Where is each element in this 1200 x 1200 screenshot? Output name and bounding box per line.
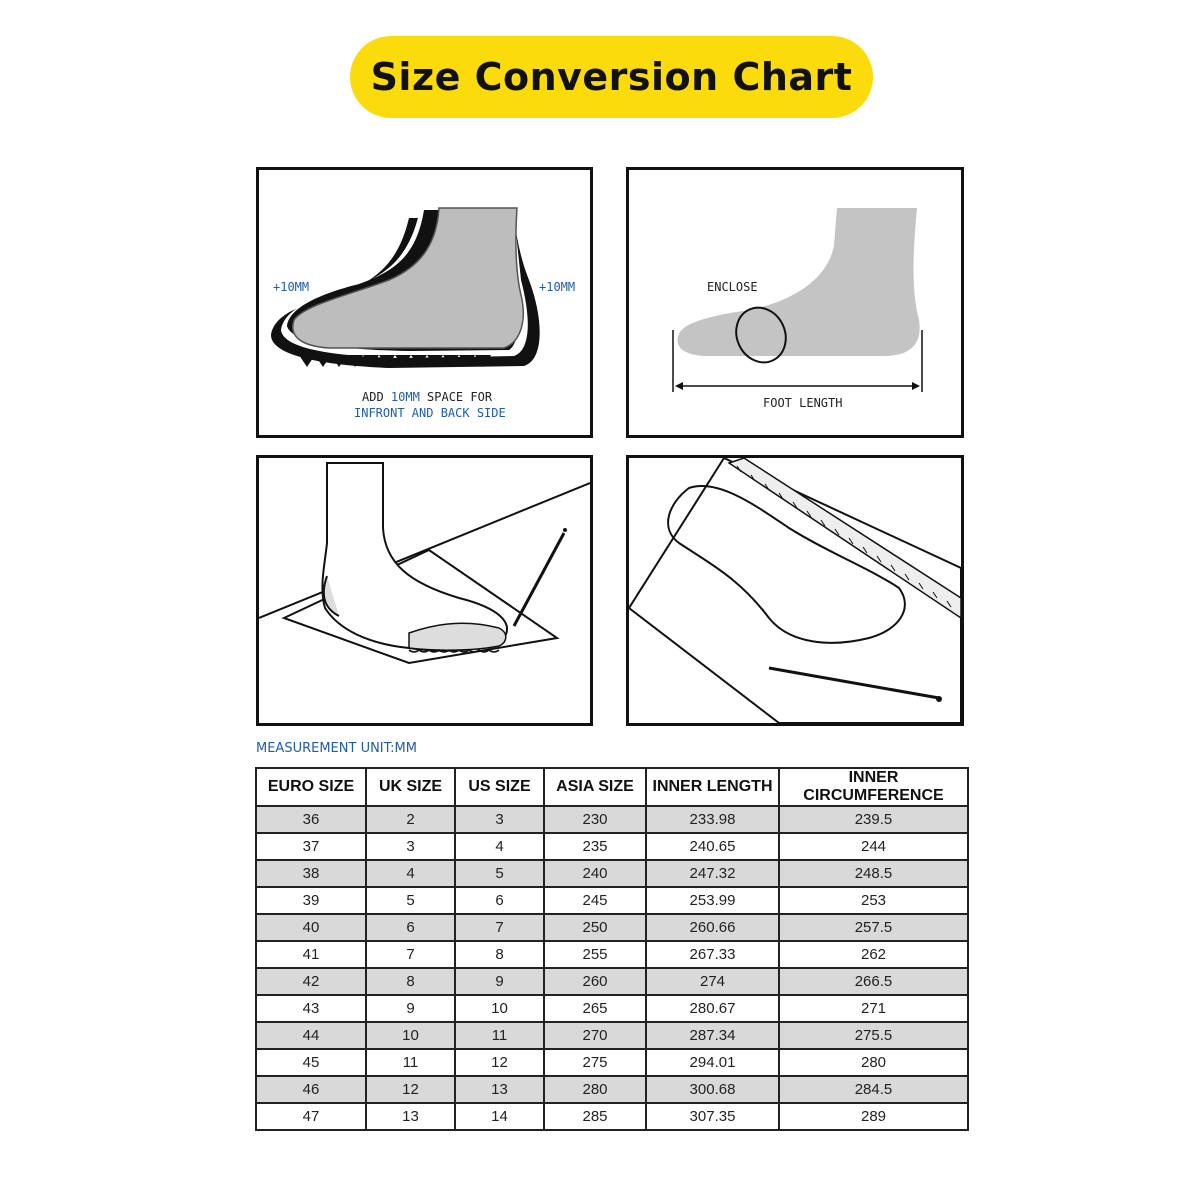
- table-cell: 294.01: [646, 1049, 779, 1076]
- size-table: [255, 767, 969, 1131]
- table-cell: 275: [544, 1049, 646, 1076]
- caption-highlight: 10MM: [390, 390, 420, 404]
- foot-length-panel: [626, 167, 964, 438]
- header-us-size: US SIZE: [455, 768, 544, 806]
- header-asia-size: ASIA SIZE: [544, 768, 646, 806]
- table-cell: 5: [455, 860, 544, 887]
- table-cell: 307.35: [646, 1103, 779, 1130]
- table-cell: 41: [256, 941, 366, 968]
- table-cell: 267.33: [646, 941, 779, 968]
- table-cell: 260: [544, 968, 646, 995]
- table-cell: 230: [544, 806, 646, 833]
- table-cell: 10: [366, 1022, 455, 1049]
- table-cell: 240: [544, 860, 646, 887]
- table-cell: 45: [256, 1049, 366, 1076]
- table-cell: 245: [544, 887, 646, 914]
- table-cell: 9: [366, 995, 455, 1022]
- table-cell: 9: [455, 968, 544, 995]
- table-cell: 11: [366, 1049, 455, 1076]
- header-euro-size: EURO SIZE: [256, 768, 366, 806]
- table-header-row: [256, 768, 968, 806]
- standing-on-paper-panel: [256, 455, 593, 726]
- table-row: [256, 833, 968, 860]
- table-row: [256, 1076, 968, 1103]
- table-cell: 240.65: [646, 833, 779, 860]
- table-row: [256, 914, 968, 941]
- table-cell: 4: [455, 833, 544, 860]
- table-cell: 6: [455, 887, 544, 914]
- table-cell: 7: [366, 941, 455, 968]
- table-cell: 253.99: [646, 887, 779, 914]
- ruler-measurement-illustration: [629, 458, 961, 723]
- table-row: [256, 995, 968, 1022]
- table-cell: 8: [455, 941, 544, 968]
- foot-length-label: FOOT LENGTH: [763, 396, 843, 410]
- table-cell: 280.67: [646, 995, 779, 1022]
- caption-suffix: SPACE FOR: [419, 390, 493, 404]
- table-row: [256, 1022, 968, 1049]
- table-row: [256, 860, 968, 887]
- back-space-label: +10MM: [539, 280, 576, 294]
- table-cell: 12: [366, 1076, 455, 1103]
- table-row: [256, 1049, 968, 1076]
- table-row: [256, 941, 968, 968]
- table-cell: 46: [256, 1076, 366, 1103]
- table-cell: 262: [779, 941, 968, 968]
- table-cell: 42: [256, 968, 366, 995]
- table-cell: 11: [455, 1022, 544, 1049]
- table-row: [256, 887, 968, 914]
- table-cell: 300.68: [646, 1076, 779, 1103]
- table-cell: 2: [366, 806, 455, 833]
- table-cell: 280: [544, 1076, 646, 1103]
- table-cell: 36: [256, 806, 366, 833]
- table-cell: 265: [544, 995, 646, 1022]
- table-cell: 270: [544, 1022, 646, 1049]
- table-cell: 274: [646, 968, 779, 995]
- table-cell: 271: [779, 995, 968, 1022]
- table-cell: 39: [256, 887, 366, 914]
- table-cell: 266.5: [779, 968, 968, 995]
- table-cell: 37: [256, 833, 366, 860]
- table-cell: 13: [455, 1076, 544, 1103]
- table-cell: 47: [256, 1103, 366, 1130]
- table-cell: 4: [366, 860, 455, 887]
- table-row: [256, 1103, 968, 1130]
- table-cell: 14: [455, 1103, 544, 1130]
- table-cell: 248.5: [779, 860, 968, 887]
- table-cell: 280: [779, 1049, 968, 1076]
- table-cell: 3: [455, 806, 544, 833]
- table-cell: 233.98: [646, 806, 779, 833]
- table-cell: 239.5: [779, 806, 968, 833]
- table-cell: 287.34: [646, 1022, 779, 1049]
- table-cell: 253: [779, 887, 968, 914]
- space-caption-line2: INFRONT AND BACK SIDE: [354, 406, 506, 420]
- table-cell: 43: [256, 995, 366, 1022]
- table-cell: 8: [366, 968, 455, 995]
- table-cell: 38: [256, 860, 366, 887]
- table-cell: 5: [366, 887, 455, 914]
- table-cell: 244: [779, 833, 968, 860]
- shoe-space-panel: [256, 167, 593, 438]
- title-banner: [350, 36, 873, 118]
- enclose-label: ENCLOSE: [707, 280, 758, 294]
- table-cell: 6: [366, 914, 455, 941]
- table-cell: 257.5: [779, 914, 968, 941]
- table-cell: 250: [544, 914, 646, 941]
- table-cell: 289: [779, 1103, 968, 1130]
- table-cell: 13: [366, 1103, 455, 1130]
- table-row: [256, 968, 968, 995]
- table-cell: 44: [256, 1022, 366, 1049]
- header-inner-circumference: INNER CIRCUMFERENCE: [779, 768, 968, 806]
- table-cell: 40: [256, 914, 366, 941]
- table-cell: 235: [544, 833, 646, 860]
- header-uk-size: UK SIZE: [366, 768, 455, 806]
- table-cell: 275.5: [779, 1022, 968, 1049]
- table-cell: 284.5: [779, 1076, 968, 1103]
- table-cell: 260.66: [646, 914, 779, 941]
- ruler-measurement-panel: [626, 455, 964, 726]
- page-title: Size Conversion Chart: [370, 55, 853, 99]
- standing-on-paper-illustration: [259, 458, 590, 723]
- space-caption-line1: [362, 390, 492, 404]
- table-cell: 7: [455, 914, 544, 941]
- table-cell: 247.32: [646, 860, 779, 887]
- header-inner-length: INNER LENGTH: [646, 768, 779, 806]
- table-cell: 3: [366, 833, 455, 860]
- measurement-unit: MEASUREMENT UNIT:MM: [256, 741, 417, 756]
- table-cell: 255: [544, 941, 646, 968]
- front-space-label: +10MM: [273, 280, 310, 294]
- table-cell: 285: [544, 1103, 646, 1130]
- table-body: [256, 806, 968, 1130]
- table-cell: 10: [455, 995, 544, 1022]
- table-cell: 12: [455, 1049, 544, 1076]
- caption-prefix: ADD: [362, 390, 391, 404]
- table-row: [256, 806, 968, 833]
